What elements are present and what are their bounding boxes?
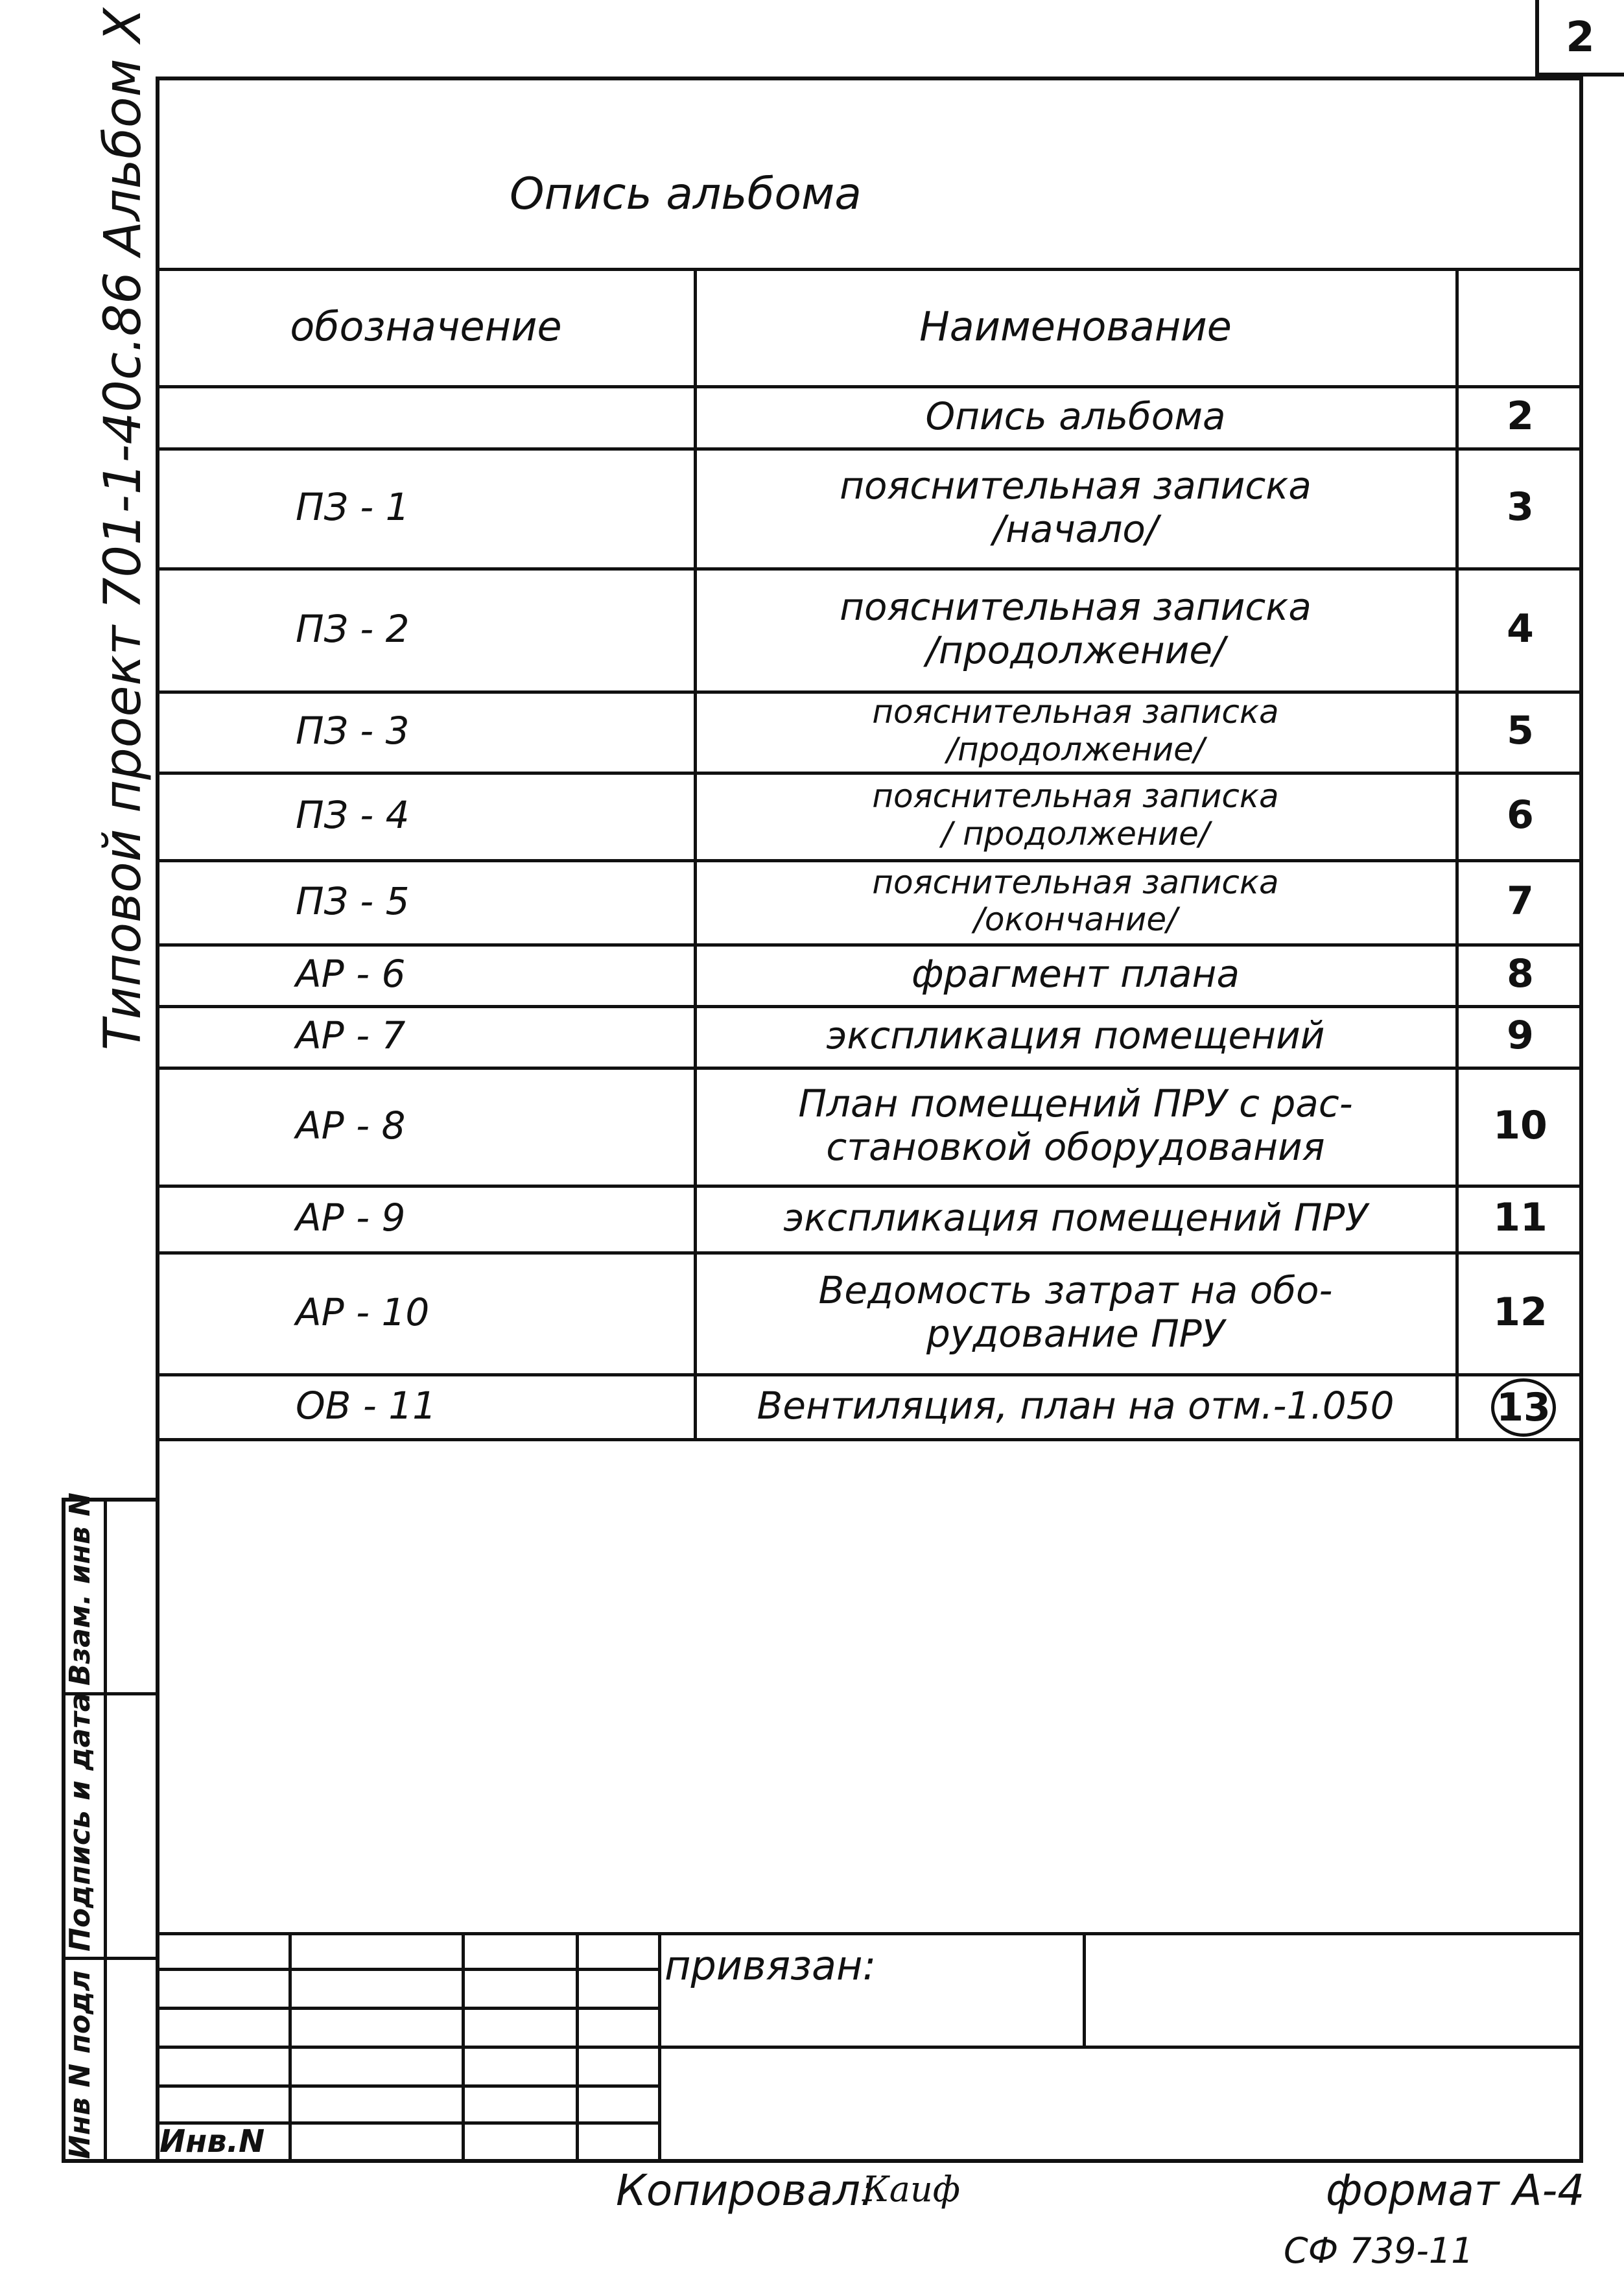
row-name-line: Опись альбома <box>925 394 1226 438</box>
row-page: 8 <box>1507 951 1534 997</box>
row-code: ПЗ - 4 <box>296 793 410 838</box>
copied-signature: Каиф <box>862 2169 961 2210</box>
row-name <box>697 1067 1454 1185</box>
row-code: АР - 7 <box>296 1013 406 1058</box>
margin-line-2 <box>62 1957 159 1960</box>
row-name <box>697 690 1454 772</box>
row-code <box>159 385 692 447</box>
row-name-line: /продолжение/ <box>947 730 1205 768</box>
row-code: АР - 9 <box>296 1196 406 1240</box>
inv-label: Инв.N <box>159 2123 265 2160</box>
margin-label-inv: Инв N подл <box>64 1970 97 2159</box>
row-page: 4 <box>1507 606 1534 652</box>
row-name-line: /окончание/ <box>974 901 1177 938</box>
tb-h1 <box>156 1968 658 1971</box>
row-page: 13 <box>1491 1378 1556 1437</box>
row-code: АР - 10 <box>296 1290 430 1334</box>
row-page: 12 <box>1493 1289 1548 1335</box>
row-name-line: пояснительная записка <box>840 585 1312 630</box>
margin-line-v <box>104 1498 107 2163</box>
row-name <box>697 567 1454 690</box>
tb-h3 <box>156 2046 658 2049</box>
row-code: ОВ - 11 <box>296 1383 437 1428</box>
row-name <box>697 859 1454 943</box>
row-page: 10 <box>1493 1102 1548 1148</box>
row-name-line: пояснительная записка <box>840 463 1312 508</box>
row-name-line: фрагмент плана <box>912 952 1240 997</box>
copied-label: Копировал: <box>616 2165 875 2215</box>
header-name: Наименование <box>919 303 1232 351</box>
header-code: обозначение <box>290 303 562 351</box>
privyazan-label: привязан: <box>665 1942 877 1989</box>
row-page: 9 <box>1507 1013 1534 1058</box>
row-code: АР - 8 <box>296 1103 406 1148</box>
row-name-line: пояснительная записка <box>872 863 1279 901</box>
side-title: Типовой проект 701-1-40с.86 Альбом X <box>94 8 152 1050</box>
margin-label-sign: Подпись и дата <box>64 1692 97 1952</box>
margin-label-vzam: Взам. инв N <box>64 1492 97 1686</box>
row-name-line: экспликация помещений ПРУ <box>783 1196 1368 1240</box>
page-title: Опись альбома <box>510 168 862 220</box>
row-name <box>697 1005 1454 1067</box>
sheet-number: 2 <box>1566 14 1595 62</box>
row-page: 2 <box>1507 393 1534 439</box>
row-name-line: пояснительная записка <box>872 777 1279 815</box>
row-page: 3 <box>1507 484 1534 530</box>
row-name-line: становкой оборудования <box>826 1125 1325 1169</box>
table-bottom-line <box>156 1438 1583 1441</box>
row-name <box>697 385 1454 447</box>
row-page: 5 <box>1507 708 1534 753</box>
titleblock-top <box>156 1932 1583 1935</box>
format-label: формат А-4 <box>1326 2165 1585 2215</box>
row-page: 7 <box>1507 878 1534 924</box>
row-name-line: План помещений ПРУ с рас- <box>798 1081 1353 1126</box>
row-name <box>697 772 1454 859</box>
row-name <box>697 1373 1454 1438</box>
tb-h2 <box>156 2007 658 2010</box>
row-name <box>697 1251 1454 1373</box>
row-name-line: /продолжение/ <box>926 628 1225 672</box>
row-name-line: /начало/ <box>993 506 1159 551</box>
row-code: ПЗ - 5 <box>296 879 410 923</box>
tb-h4 <box>658 2046 1583 2049</box>
row-code: ПЗ - 1 <box>296 485 410 530</box>
row-name-line: экспликация помещений <box>826 1013 1325 1058</box>
row-code: ПЗ - 2 <box>296 606 410 651</box>
row-page: 11 <box>1493 1195 1548 1240</box>
row-name-line: пояснительная записка <box>872 693 1279 731</box>
tb-v5 <box>1083 1932 1086 2047</box>
row-name-line: Ведомость затрат на обо- <box>818 1268 1333 1313</box>
tb-h5 <box>156 2084 658 2088</box>
doc-code: СФ 739-11 <box>1284 2230 1474 2271</box>
row-name <box>697 943 1454 1005</box>
row-name-line: Вентиляция, план на отм.-1.050 <box>757 1383 1395 1428</box>
row-name-line: / продолжение/ <box>941 814 1210 853</box>
row-name <box>697 1185 1454 1251</box>
row-code: ПЗ - 3 <box>296 709 410 753</box>
row-name <box>697 447 1454 567</box>
row-name-line: рудование ПРУ <box>926 1312 1225 1356</box>
row-code: АР - 6 <box>296 952 406 997</box>
row-page: 6 <box>1507 792 1534 838</box>
